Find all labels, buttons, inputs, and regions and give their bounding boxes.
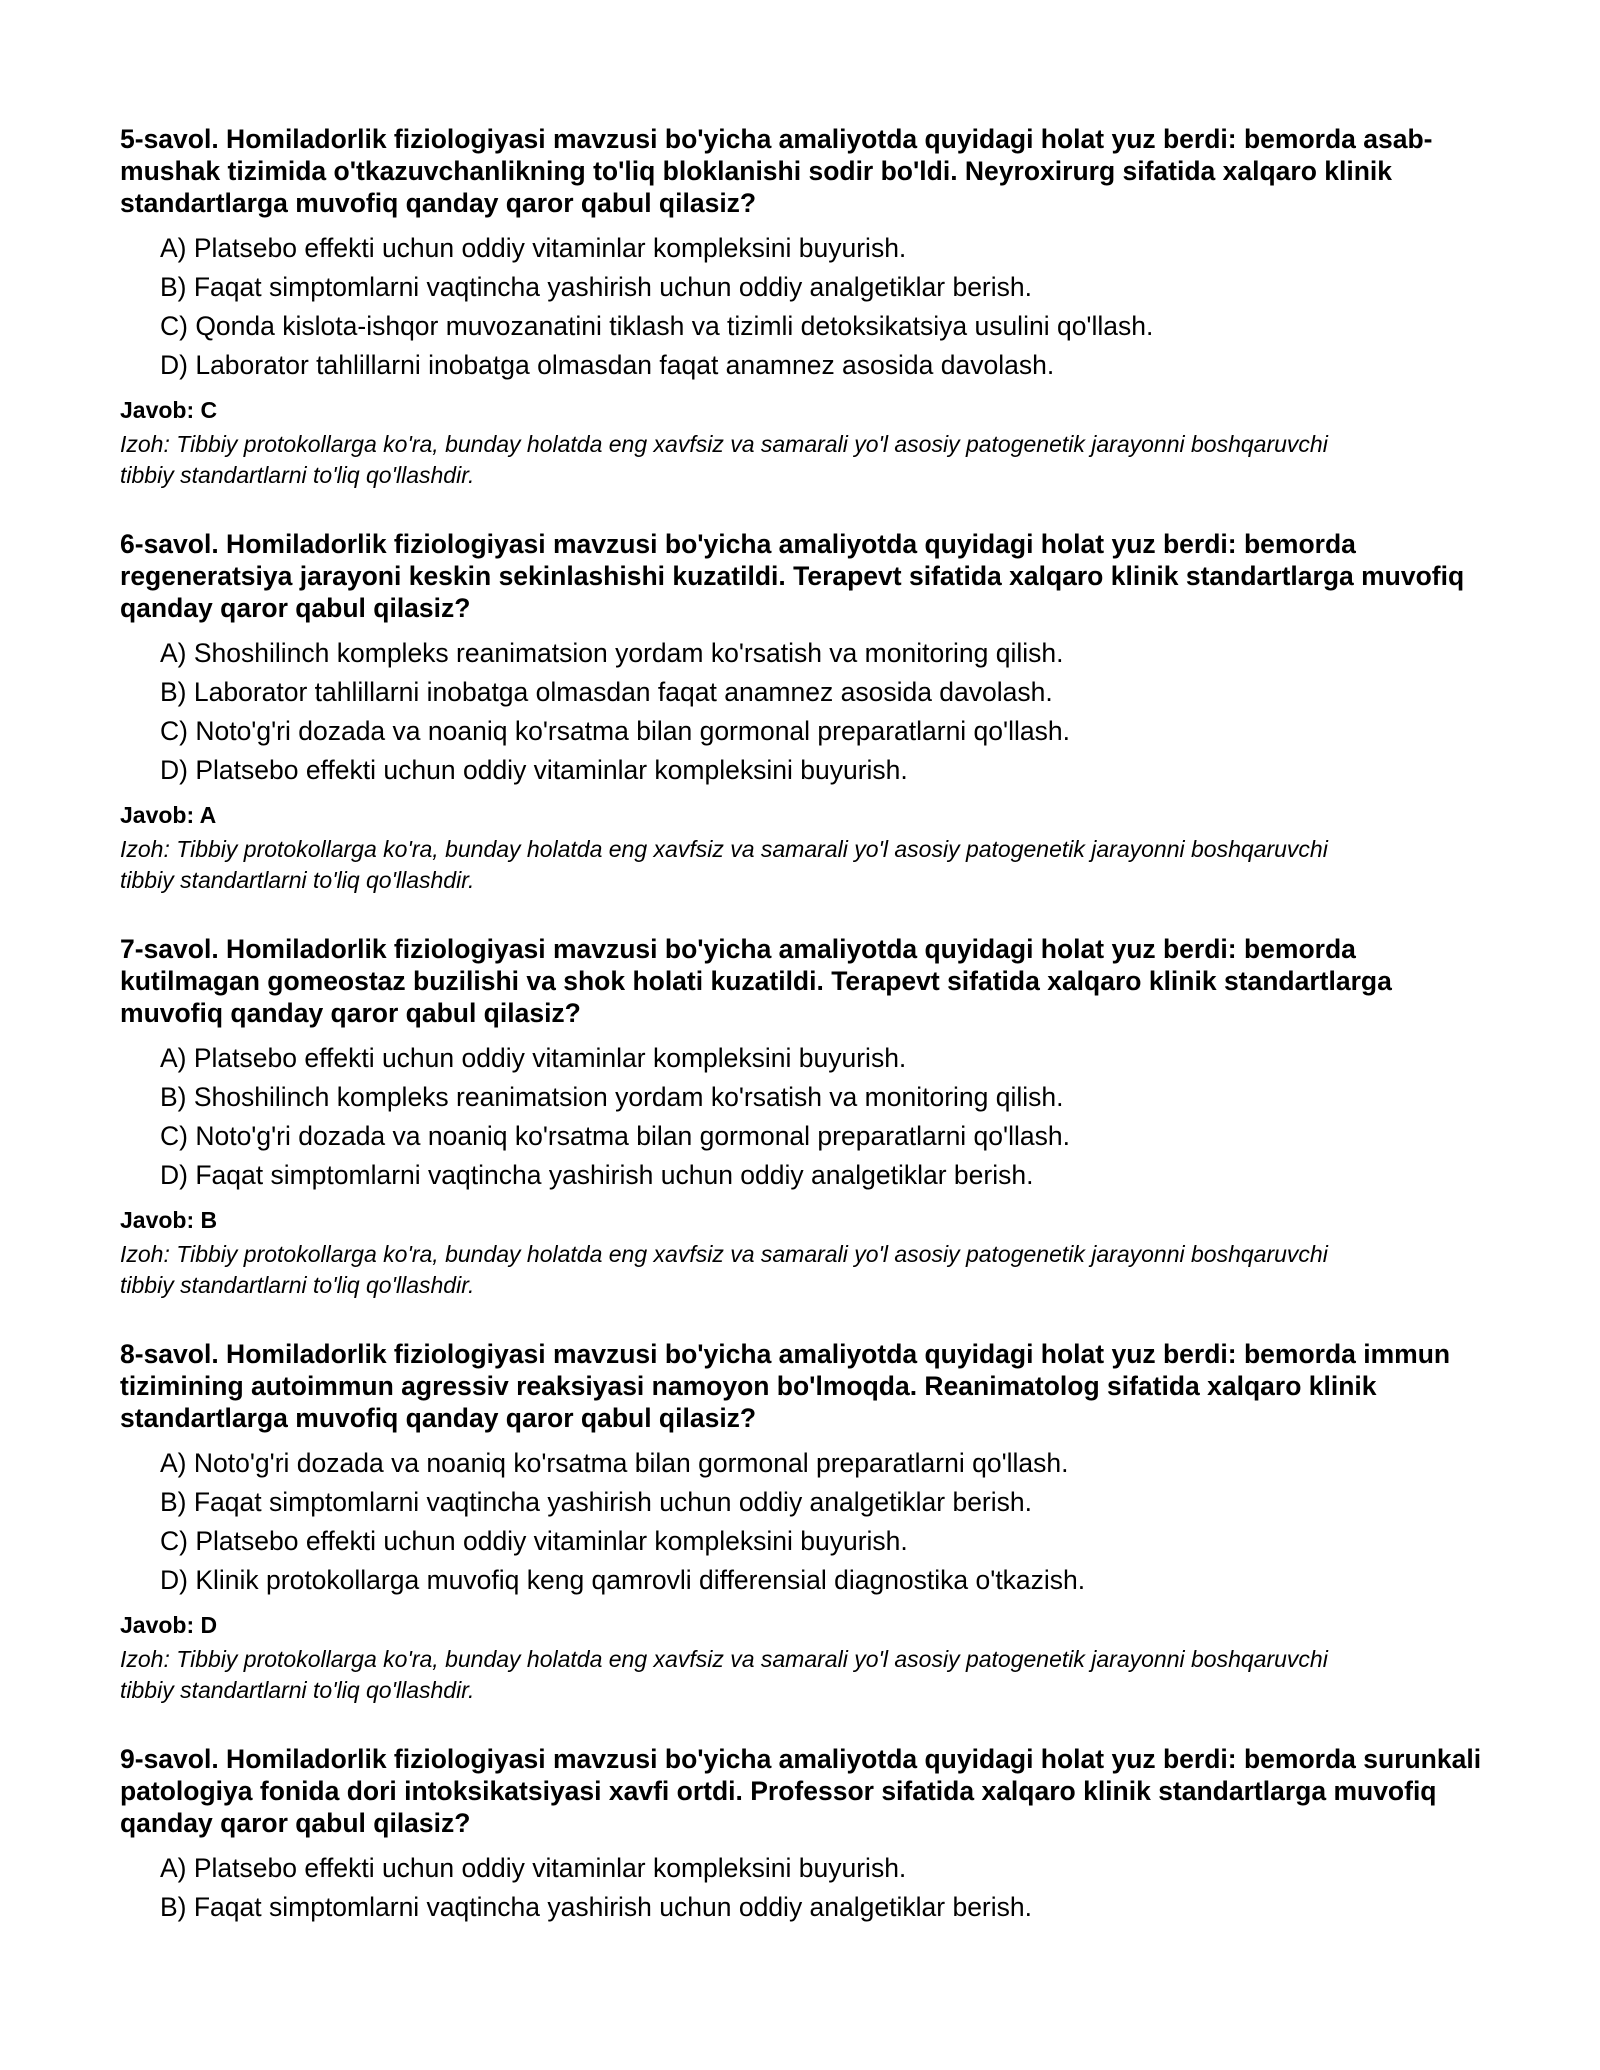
question-title: 5-savol. Homiladorlik fiziologiyasi mavzusi bo'yicha amaliyotda quyidagi holat yuz berdi: bemorda asab-mushak tizimida o'tkazuvchanlikning to'liq bloklanishi sodir bo'ldi. Neyroxirurg sifatida xalqaro klinik standartlarga muvofiq qanday qaror qabul qilasiz?: [120, 124, 1433, 218]
question-block-5: [120, 123, 1500, 491]
option-c: C) Noto'g'ri dozada va noaniq ko'rsatma bilan gormonal preparatlarni qo'llash.: [160, 1121, 1070, 1151]
question-block-7: [120, 933, 1500, 1301]
option-b: B) Faqat simptomlarni vaqtincha yashirish uchun oddiy analgetiklar berish.: [160, 1487, 1032, 1517]
option-d: D) Faqat simptomlarni vaqtincha yashirish uchun oddiy analgetiklar berish.: [160, 1160, 1034, 1190]
question-title: 8-savol. Homiladorlik fiziologiyasi mavzusi bo'yicha amaliyotda quyidagi holat yuz berdi: bemorda immun tizimining autoimmun agressiv reaksiyasi namoyon bo'lmoqda. Reanimatolog sifatida xalqaro klinik standartlarga muvofiq qanday qaror qabul qilasiz?: [120, 1339, 1451, 1433]
document-page: [120, 123, 1500, 1964]
question-block-9: [120, 1743, 1500, 1927]
answer-label: Javob: A: [120, 802, 217, 828]
option-a: A) Noto'g'ri dozada va noaniq ko'rsatma bilan gormonal preparatlarni qo'llash.: [160, 1448, 1069, 1478]
explanation-note: Izoh: Tibbiy protokollarga ko'ra, bunday holatda eng xavfsiz va samarali yo'l asosiy patogenetik jarayonni boshqaruvchi tibbiy standartlarni to'liq qo'llashdir.: [120, 1646, 1328, 1703]
option-b: B) Shoshilinch kompleks reanimatsion yordam ko'rsatish va monitoring qilish.: [160, 1082, 1064, 1112]
explanation-note: Izoh: Tibbiy protokollarga ko'ra, bunday holatda eng xavfsiz va samarali yo'l asosiy patogenetik jarayonni boshqaruvchi tibbiy standartlarni to'liq qo'llashdir.: [120, 1241, 1328, 1298]
option-d: D) Laborator tahlillarni inobatga olmasdan faqat anamnez asosida davolash.: [160, 350, 1055, 380]
option-d: D) Platsebo effekti uchun oddiy vitaminlar kompleksini buyurish.: [160, 755, 908, 785]
question-title: 7-savol. Homiladorlik fiziologiyasi mavzusi bo'yicha amaliyotda quyidagi holat yuz berdi: bemorda kutilmagan gomeostaz buzilishi va shok holati kuzatildi. Terapevt sifatida xalqaro klinik standartlarga muvofiq qanday qaror qabul qilasiz?: [120, 934, 1392, 1028]
options-list: [120, 634, 1500, 790]
option-a: A) Platsebo effekti uchun oddiy vitaminlar kompleksini buyurish.: [160, 1853, 907, 1883]
question-title: 9-savol. Homiladorlik fiziologiyasi mavzusi bo'yicha amaliyotda quyidagi holat yuz berdi: bemorda surunkali patologiya fonida dori intoksikatsiyasi xavfi ortdi. Professor sifatida xalqaro klinik standartlarga muvofiq qanday qaror qabul qilasiz?: [120, 1744, 1482, 1838]
option-b: B) Faqat simptomlarni vaqtincha yashirish uchun oddiy analgetiklar berish.: [160, 272, 1032, 302]
question-title: 6-savol. Homiladorlik fiziologiyasi mavzusi bo'yicha amaliyotda quyidagi holat yuz berdi: bemorda regeneratsiya jarayoni keskin sekinlashishi kuzatildi. Terapevt sifatida xalqaro klinik standartlarga muvofiq qanday qaror qabul qilasiz?: [120, 529, 1465, 623]
options-list: [120, 1039, 1500, 1195]
question-block-8: [120, 1338, 1500, 1706]
answer-label: Javob: C: [120, 397, 218, 423]
option-d: D) Klinik protokollarga muvofiq keng qamrovli differensial diagnostika o'tkazish.: [160, 1565, 1086, 1595]
options-list: [120, 1849, 1500, 1927]
option-c: C) Platsebo effekti uchun oddiy vitaminlar kompleksini buyurish.: [160, 1526, 908, 1556]
option-a: A) Shoshilinch kompleks reanimatsion yordam ko'rsatish va monitoring qilish.: [160, 638, 1064, 668]
options-list: [120, 1444, 1500, 1600]
question-block-6: [120, 528, 1500, 896]
option-a: A) Platsebo effekti uchun oddiy vitaminlar kompleksini buyurish.: [160, 1043, 907, 1073]
option-c: C) Noto'g'ri dozada va noaniq ko'rsatma bilan gormonal preparatlarni qo'llash.: [160, 716, 1070, 746]
answer-label: Javob: B: [120, 1207, 218, 1233]
option-b: B) Laborator tahlillarni inobatga olmasdan faqat anamnez asosida davolash.: [160, 677, 1053, 707]
options-list: [120, 229, 1500, 385]
option-b: B) Faqat simptomlarni vaqtincha yashirish uchun oddiy analgetiklar berish.: [160, 1892, 1032, 1922]
explanation-note: Izoh: Tibbiy protokollarga ko'ra, bunday holatda eng xavfsiz va samarali yo'l asosiy patogenetik jarayonni boshqaruvchi tibbiy standartlarni to'liq qo'llashdir.: [120, 431, 1328, 488]
option-c: C) Qonda kislota-ishqor muvozanatini tiklash va tizimli detoksikatsiya usulini qo'llash.: [160, 311, 1154, 341]
explanation-note: Izoh: Tibbiy protokollarga ko'ra, bunday holatda eng xavfsiz va samarali yo'l asosiy patogenetik jarayonni boshqaruvchi tibbiy standartlarni to'liq qo'llashdir.: [120, 836, 1328, 893]
answer-label: Javob: D: [120, 1612, 218, 1638]
option-a: A) Platsebo effekti uchun oddiy vitaminlar kompleksini buyurish.: [160, 233, 907, 263]
